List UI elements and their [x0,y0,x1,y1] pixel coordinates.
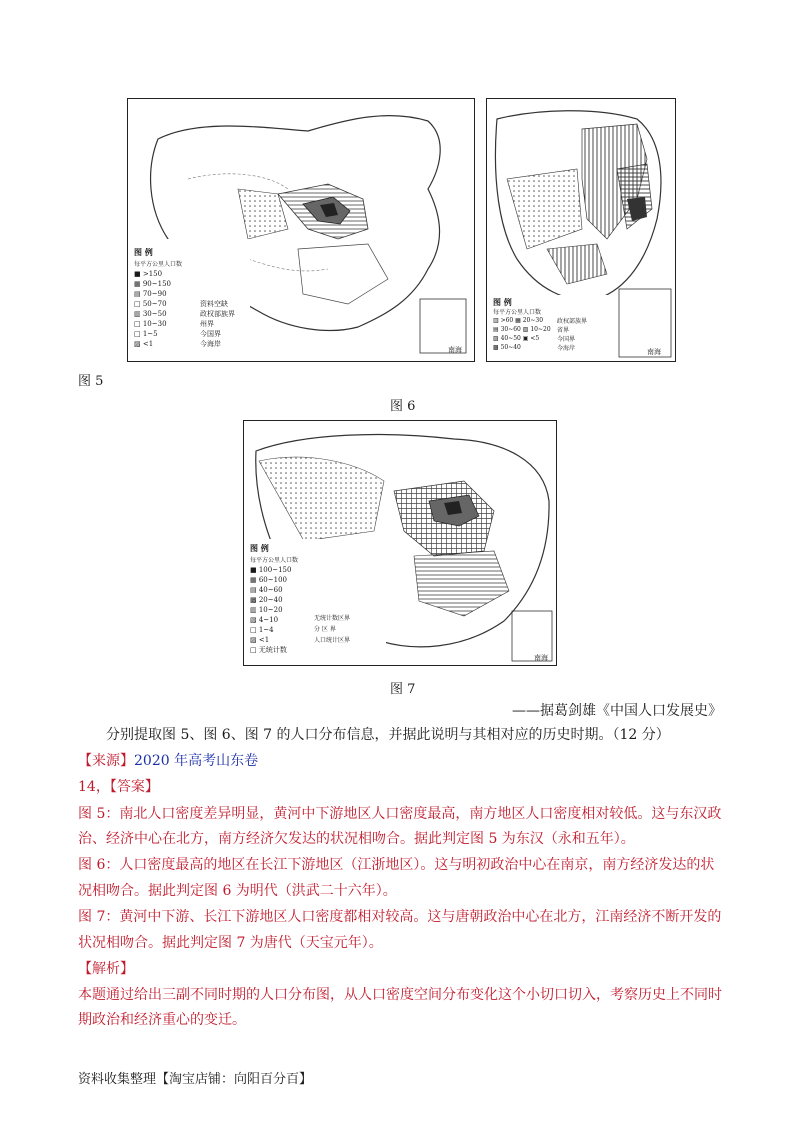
legend-item: □ 10~30 [134,320,167,328]
answer-line: 图 7：黄河中下游、长江下游地区人口密度都相对较高。这与唐朝政治中心在北方，江南经济不断开发的 [78,909,722,925]
answer-line: 治、经济中心在北方，南方经济欠发达的状况相吻合。据此判定图 5 为东汉（永和五年）。 [78,831,635,847]
figure-5-caption: 图 5 [78,374,104,389]
inset-label: 南海 [647,348,661,356]
legend-item: □ 50~70 [134,300,167,308]
inset-label: 南海 [448,346,462,354]
legend-title: 图 例 [134,247,153,257]
legend-item: ▤ 70~90 [134,290,167,298]
question-text: 分别提取图 5、图 6、图 7 的人口分布信息，并据此说明与其相对应的历史时期。（12 分） [106,727,670,743]
answer-header [78,776,159,796]
figure-7-caption: 图 7 [390,682,416,697]
source-text: 2020 年高考山东卷 [134,753,259,769]
analysis-line: 期政治和经济重心的变迁。 [78,1012,246,1028]
source-label: 【来源】 [78,753,134,769]
figure-5-map [127,98,475,362]
legend-title: 图 例 [250,543,269,553]
legend-items: ▥ >60 ▦ 20~30 ▤ 30~60 ▧ 10~20 ▨ 40~50 ▣ <5 ▩ 50~40 [493,317,551,351]
legend-subtitle: 每平方公里人口数 [134,261,183,268]
analysis-label: 【解析】 [78,961,134,977]
analysis-line: 本题通过给出三副不同时期的人口分布图，从人口密度空间分布变化这个小切口切入，考察历史上不同时 [78,987,722,1003]
answer-line: 图 5：南北人口密度差异明显，黄河中下游地区人口密度最高，南方地区人口密度相对较低。这与东汉政 [78,806,722,822]
legend-item: ▥ 30~50 [134,310,167,318]
legend-subtitle: 每平方公里人口数 [493,309,542,316]
question-number: 14， [78,779,110,795]
answer-line: 况相吻合。据此判定图 6 为明代（洪武二十六年）。 [78,883,397,899]
china-map-fig5 [128,99,474,361]
legend-item: ▦ 90~150 [134,280,171,288]
source-line [78,750,258,770]
legend-subtitle: 每平方公里人口数 [250,557,299,564]
inset-label: 南海 [534,654,548,662]
legend-item: ■ >150 [134,270,163,278]
answer-label: 【答案】 [109,779,159,795]
figure-7-map [243,420,557,666]
legend-title: 图 例 [493,297,512,307]
answer-line: 状况相吻合。据此判定图 7 为唐代（天宝元年）。 [78,935,383,951]
legend-items [134,269,171,349]
page-footer: 资料收集整理【淘宝店铺：向阳百分百】 [78,1072,313,1087]
legend-lines: 政权部族界 省界 今国界 今海岸 [557,318,588,352]
legend-items: ■ 100~150 ▦ 60~100 ▤ 40~60 ▩ 20~40 ▥ 10~20 ▧ 4~10 □ 1~4 ▨ <1 □ 无统计数 [250,566,292,654]
legend-item: □ 1~5 [134,330,158,338]
answer-line: 图 6：人口密度最高的地区在长江下游地区（江浙地区）。这与明初政治中心在南京，南方经济发达的状 [78,857,715,873]
legend-lines: 资料空缺 政权部族界 州界 今国界 今海岸 [200,300,235,348]
figure-6-map [486,98,676,362]
citation: ——据葛剑雄《中国人口发展史》 [512,703,722,719]
legend-item: ▨ <1 [134,340,154,348]
figure-6-caption: 图 6 [390,399,416,414]
legend-lines: 无统计数区界 分 区 界 人口统计区界 [314,615,351,644]
